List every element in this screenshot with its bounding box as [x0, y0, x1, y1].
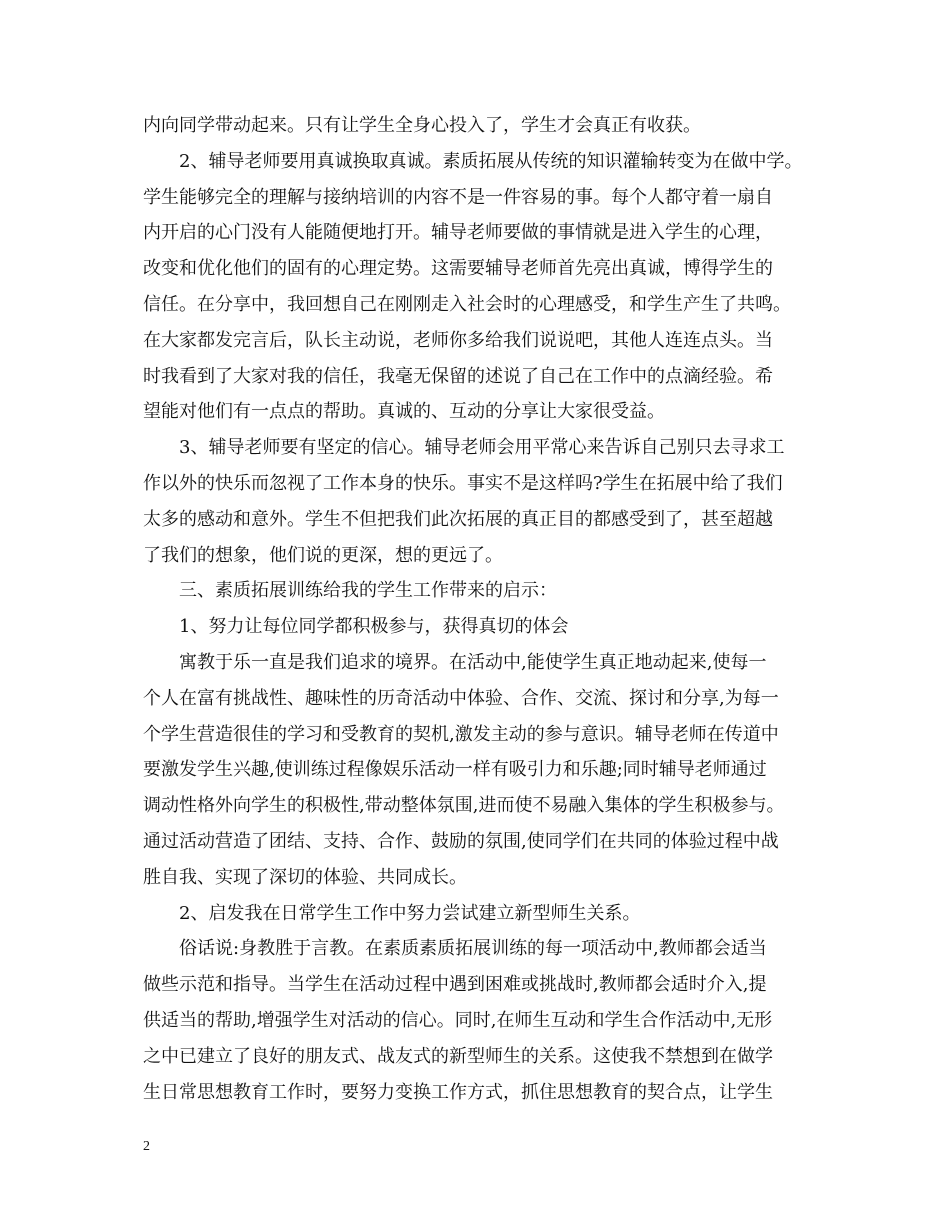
text-line: 个学生营造很佳的学习和受教育的契机,激发主动的参与意识。辅导老师在传道中 [143, 723, 779, 745]
text-line: 俗话说:身教胜于言教。在素质素质拓展训练的每一项活动中,教师都会适当 [179, 938, 767, 960]
text-line: 学生能够完全的理解与接纳培训的内容不是一件容易的事。每个人都守着一扇自 [143, 186, 773, 208]
text-line: 作以外的快乐而忽视了工作本身的快乐。事实不是这样吗?学生在拓展中给了我们 [143, 472, 783, 494]
text-line: 在大家都发完言后，队长主动说，老师你多给我们说说吧，其他人连连点头。当 [143, 329, 773, 351]
text-line: 生日常思想教育工作时，要努力变换工作方式，抓住思想教育的契合点，让学生 [143, 1081, 773, 1103]
text-line: 通过活动营造了团结、支持、合作、鼓励的氛围,使同学们在共同的体验过程中战 [143, 830, 779, 852]
text-line: 供适当的帮助,增强学生对活动的信心。同时,在师生互动和学生合作活动中,无形 [143, 1009, 773, 1031]
text-line: 内开启的心门没有人能随便地打开。辅导老师要做的事情就是进入学生的心理， [143, 222, 773, 244]
text-line: 改变和优化他们的固有的心理定势。这需要辅导老师首先亮出真诚，博得学生的 [143, 258, 773, 280]
text-line: 太多的感动和意外。学生不但把我们此次拓展的真正目的都感受到了，甚至超越 [143, 508, 773, 530]
text-line: 个人在富有挑战性、趣味性的历奇活动中体验、合作、交流、探讨和分享,为每一 [143, 687, 779, 709]
text-line: 之中已建立了良好的朋友式、战友式的新型师生的关系。这使我不禁想到在做学 [143, 1045, 773, 1067]
text-line: 2、辅导老师要用真诚换取真诚。素质拓展从传统的知识灌输转变为在做中学。 [179, 150, 803, 172]
text-line: 要激发学生兴趣,使训练过程像娱乐活动一样有吸引力和乐趣;同时辅导老师通过 [143, 759, 767, 781]
text-line: 做些示范和指导。当学生在活动过程中遇到困难或挑战时,教师都会适时介入,提 [143, 974, 767, 996]
text-line: 1、努力让每位同学都积极参与，获得真切的体会 [179, 616, 569, 638]
text-line: 胜自我、实现了深切的体验、共同成长。 [143, 866, 467, 888]
text-line: 寓教于乐一直是我们追求的境界。在活动中,能使学生真正地动起来,使每一 [179, 651, 767, 673]
text-line: 信任。在分享中，我回想自己在刚刚走入社会时的心理感受，和学生产生了共鸣。 [143, 293, 791, 315]
text-line: 望能对他们有一点点的帮助。真诚的、互动的分享让大家很受益。 [143, 401, 665, 423]
text-line: 时我看到了大家对我的信任，我毫无保留的述说了自己在工作中的点滴经验。希 [143, 365, 773, 387]
text-line: 三、素质拓展训练给我的学生工作带来的启示： [179, 580, 557, 602]
text-line: 了我们的想象，他们说的更深，想的更远了。 [143, 544, 503, 566]
text-line: 3、辅导老师要有坚定的信心。辅导老师会用平常心来告诉自己别只去寻求工 [179, 437, 785, 459]
text-line: 内向同学带动起来。只有让学生全身心投入了，学生才会真正有收获。 [143, 115, 701, 136]
text-line: 调动性格外向学生的积极性,带动整体氛围,进而使不易融入集体的学生积极参与。 [143, 795, 785, 817]
page-number: 2 [143, 1139, 150, 1154]
document-body [143, 108, 808, 1110]
text-line: 2、启发我在日常学生工作中努力尝试建立新型师生关系。 [179, 902, 641, 924]
